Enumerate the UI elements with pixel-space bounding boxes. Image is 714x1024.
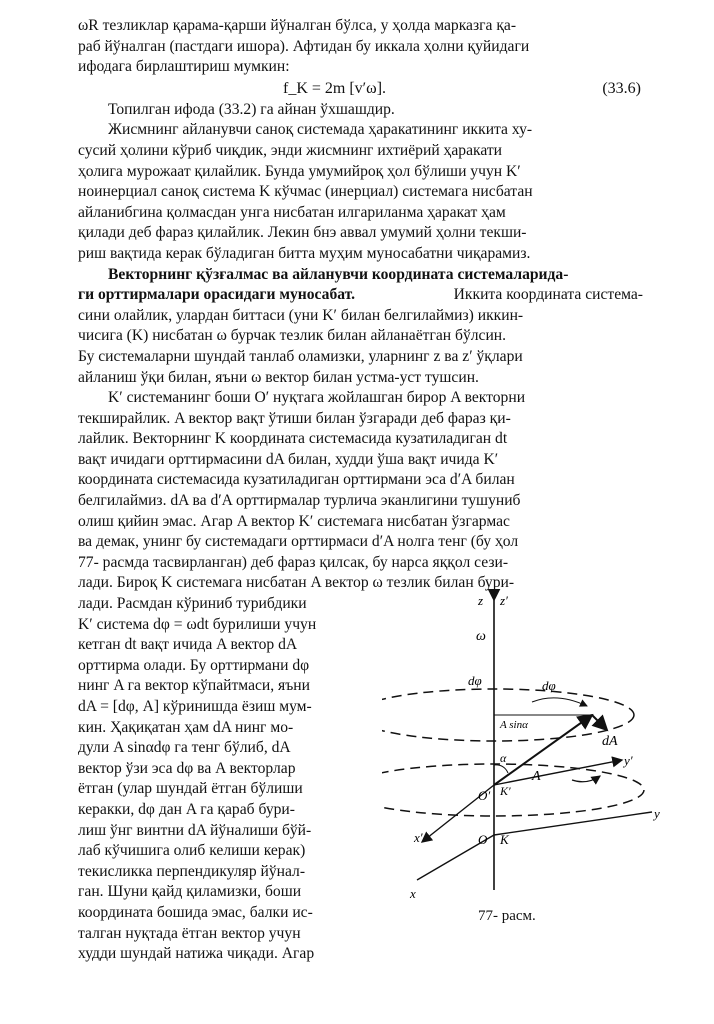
equation-33-6 <box>78 78 643 100</box>
text-line: ωR тезликлар қарама-қарши йўналган бўлса, у ҳолда марказга қа- <box>78 17 517 34</box>
text-line: чисига (K) нисбатан ω бурчак тезлик билан айланаётган бўлсин. <box>78 327 507 345</box>
text-line: Векторнинг қўзғалмас ва айланувчи координата системаларида- <box>108 265 569 283</box>
text-line: ифодага бирлаштириш мумкин: <box>78 58 290 76</box>
text-line: лади. Расмдан кўриниб турибдики <box>78 595 307 613</box>
label-omega: ω <box>476 629 486 644</box>
text-line: ётган (улар шундай ётган бўлиши <box>78 780 303 798</box>
figure-77 <box>382 580 672 940</box>
text-line: дули A sinαdφ га тенг бўлиб, dA <box>78 739 291 757</box>
label-A: A <box>532 769 541 784</box>
text-line: кин. Ҳақиқатан ҳам dA нинг мо- <box>78 718 294 736</box>
figure-caption: 77- расм. <box>478 908 536 924</box>
label-alpha: α <box>500 751 507 765</box>
paragraph-block <box>78 100 643 594</box>
text-line: ноинерциал саноқ система K кўчмас (инерциал) системага нисбатан <box>78 183 533 201</box>
label-dA: dA <box>602 734 618 749</box>
text-line: керакки, dφ дан A га қараб бури- <box>78 800 295 818</box>
text-rest: Иккита координата система- <box>453 286 643 304</box>
text-line: координата системасида кузатиладиган орттирмани эса d′A билан <box>78 471 515 489</box>
label-dphi: dφ <box>542 678 556 693</box>
alpha-arc <box>494 765 508 773</box>
text-line: кетган dt вақт ичида A вектор dA <box>78 636 298 654</box>
label-K: K <box>500 832 509 847</box>
text-line: риш вақтида керак бўладиган битта муҳим муносабатни чиқарамиз. <box>78 244 531 262</box>
label-K-prime: K′ <box>500 784 511 798</box>
text-line: ган. Шуни қайд қиламизки, боши <box>78 883 302 901</box>
equation-number: (33.6) <box>602 79 641 97</box>
text-line <box>78 285 643 306</box>
text-line: 77- расмда тасвирланган) деб фараз қилсак, бу нарса яққол сези- <box>78 553 509 571</box>
text-line: қилади деб фараз қилайлик. Лекин бнэ аввал умумий ҳолни текши- <box>78 224 527 242</box>
label-O: O <box>478 832 488 847</box>
text-line: лади. Бироқ K системага нисбатан A вектор ω тезлик билан бури- <box>78 574 515 592</box>
equation-expression: f_K = 2m [v′ω]. <box>283 79 387 97</box>
label-y: y <box>654 806 660 821</box>
text-line: сусий ҳолини кўриб чиқдик, энди жисмнинг ихтиёрий ҳаракати <box>78 141 503 159</box>
text-line: ҳолига мурожаат қилайлик. Бунда умумийроқ ҳол бўлиши учун K′ <box>78 162 521 180</box>
label-z: z <box>478 593 484 608</box>
text-line: сини олайлик, улардан биттаси (уни K′ билан белгилаймиз) иккин- <box>78 306 524 324</box>
label-z-prime: z′ <box>500 593 508 608</box>
label-A-sin-alpha: A sinα <box>500 719 528 731</box>
text-line: олиш қийин эмас. Агар A вектор K′ системага нисбатан ўзгармас <box>78 512 510 530</box>
label-dphi-axis: dφ <box>468 673 482 688</box>
text-line: Жисмнинг айланувчи саноқ системада ҳаракатининг иккита ху- <box>108 121 533 139</box>
text-line: текисликка перпендикуляр йўнал- <box>78 862 306 880</box>
vector-dA <box>592 715 607 730</box>
text-line: талган нуқтада ётган вектор учун <box>78 924 301 942</box>
text-line: нинг A га вектор кўпайтмаси, яъни <box>78 677 310 695</box>
text-line: K′ система dφ = ωdt бурилиши учун <box>78 615 317 633</box>
label-x-prime: x′ <box>414 830 423 845</box>
label-y-prime: y′ <box>624 753 633 768</box>
text-line: Топилган ифода (33.2) га айнан ўхшашдир. <box>108 100 395 118</box>
text-line: dA = [dφ, A] кўринишда ёзиш мум- <box>78 698 312 715</box>
label-O-prime: O′ <box>478 788 491 803</box>
text-line: текширайлик. A вектор вақт ўтиши билан ўзгаради деб фараз қи- <box>78 409 511 427</box>
text-line: айланиш ўқи билан, яъни ω вектор билан устма-уст тушсин. <box>78 368 479 386</box>
text-line: координата бошида эмас, балки ис- <box>78 903 313 921</box>
text-line: раб йўналган (пастдаги ишора). Афтидан бу иккала ҳолни қуйидаги <box>78 37 530 55</box>
text-line: лиш ўнг винтни dA йўналиши бўй- <box>78 821 312 839</box>
text-line: ва демак, унинг бу системадаги орттирмаси d′A нолга тенг (бу ҳол <box>78 533 519 551</box>
text-line: лайлик. Векторнинг K координата системасида кузатиладиган dt <box>78 430 508 448</box>
bold-heading: ги орттирмалари орасидаги муносабат. <box>78 286 356 304</box>
text-line: лаб кўчишига олиб келиши керак) <box>78 842 306 860</box>
figure-diagram <box>382 580 672 910</box>
text-line: K′ системанинг боши O′ нуқтага жойлашган бирор A векторни <box>108 389 526 407</box>
text-line: орттирма олади. Бу орттирмани dφ <box>78 656 310 674</box>
text-line: белгилаймиз. dA ва d′A орттирмалар турлича эканлигини тушуниб <box>78 492 521 510</box>
text-line: Бу системаларни шундай танлаб оламизки, уларнинг z ва z′ ўқлари <box>78 347 523 365</box>
text-line: айланибгина қолмасдан унга нисбатан илгариланма ҳаракат ҳам <box>78 203 506 221</box>
text-line: вектор ўзи эса dφ ва A векторлар <box>78 759 296 777</box>
text-line: худди шундай натижа чиқади. Агар <box>78 945 315 963</box>
text-line: вақт ичидаги орттирмасини dA билан, худди ўша вақт ичида K′ <box>78 450 499 468</box>
dphi-arc <box>532 698 587 706</box>
label-x: x <box>410 886 416 901</box>
rotation-arrow <box>572 776 600 782</box>
